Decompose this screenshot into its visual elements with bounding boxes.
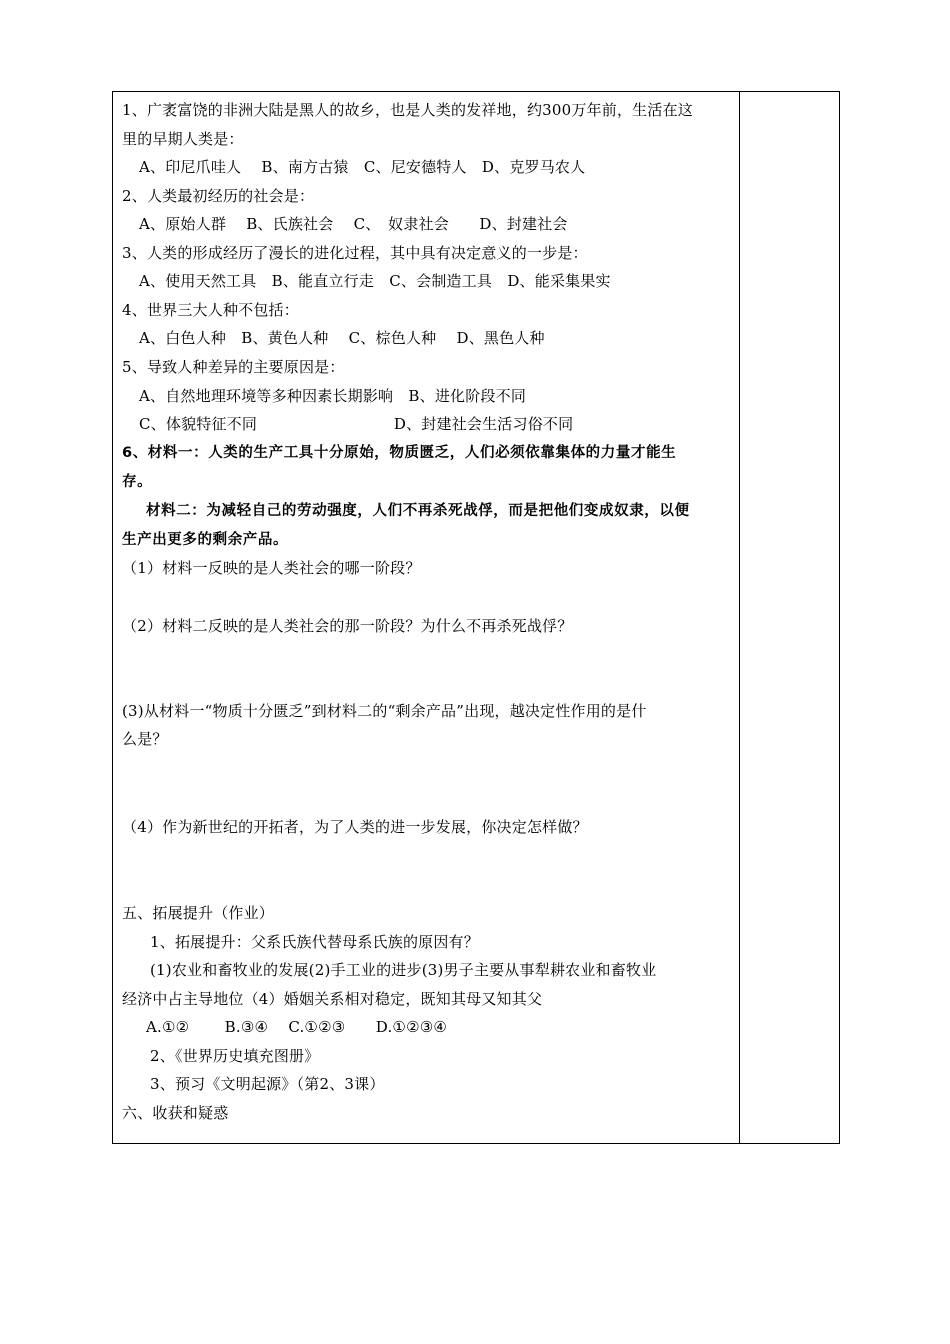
section-six-heading: 六、收获和疑惑 <box>122 1104 229 1122</box>
sub-question-2: （2）材料二反映的是人类社会的那一阶段？为什么不再杀死战俘？ <box>122 617 573 635</box>
question-5: 5、导致人种差异的主要原因是： <box>122 358 345 376</box>
notes-column-divider <box>739 92 740 1143</box>
sub-question-1: （1）材料一反映的是人类社会的哪一阶段？ <box>122 559 421 577</box>
extension-question-1-options: A.①② B.③④ C.①②③ D.①②③④ <box>146 1018 448 1036</box>
question-4-options: A、白色人种 B、黄色人种 C、棕色人种 D、黑色人种 <box>139 329 545 347</box>
sub-question-4: （4）作为新世纪的开拓者，为了人类的进一步发展，你决定怎样做？ <box>122 818 588 836</box>
question-3-options: A、使用天然工具 B、能直立行走 C、会制造工具 D、能采集果实 <box>139 272 611 290</box>
question-3: 3、人类的形成经历了漫长的进化过程，其中具有决定意义的一步是： <box>122 244 588 262</box>
extension-question-1-line-2: (1)农业和畜牧业的发展(2)手工业的进步(3)男子主要从事犁耕农业和畜牧业 <box>150 961 657 979</box>
question-1-line-1: 1、广袤富饶的非洲大陆是黑人的故乡，也是人类的发祥地，约300万年前，生活在这 <box>122 101 693 119</box>
question-1-line-2: 里的早期人类是： <box>122 130 244 148</box>
sub-question-3-line-2: 么是？ <box>122 730 168 748</box>
question-1-options: A、印尼爪哇人 B、南方古猿 C、尼安德特人 D、克罗马农人 <box>139 158 586 176</box>
material-2-line-2: 生产出更多的剩余产品。 <box>122 532 289 548</box>
question-4: 4、世界三大人种不包括： <box>122 301 299 319</box>
extension-question-1: 1、拓展提升：父系氏族代替母系氏族的原因有？ <box>150 933 479 951</box>
question-5-options-ab: A、自然地理环境等多种因素长期影响 B、进化阶段不同 <box>139 387 527 405</box>
content-cell <box>113 92 739 1143</box>
sub-question-3-line-1: (3)从材料一“物质十分匮乏”到材料二的“剩余产品”出现，越决定性作用的是什 <box>122 702 647 720</box>
question-5-options-cd: C、体貌特征不同 D、封建社会生活习俗不同 <box>139 415 574 433</box>
section-five-heading: 五、拓展提升（作业） <box>122 904 275 922</box>
extension-question-1-line-3: 经济中占主导地位（4）婚姻关系相对稳定，既知其母又知其父 <box>122 990 543 1008</box>
material-2-line-1: 材料二：为减轻自己的劳动强度，人们不再杀死战俘，而是把他们变成奴隶，以便 <box>146 503 690 519</box>
extension-item-3: 3、预习《文明起源》（第2、3课） <box>150 1075 385 1093</box>
extension-item-2: 2、《世界历史填充图册》 <box>150 1047 320 1065</box>
worksheet-table <box>112 91 840 1144</box>
question-2-options: A、原始人群 B、氏族社会 C、 奴隶社会 D、封建社会 <box>139 215 568 233</box>
material-1-line-1: 6、材料一：人类的生产工具十分原始，物质匮乏，人们必须依靠集体的力量才能生 <box>122 445 677 461</box>
question-2: 2、人类最初经历的社会是： <box>122 187 315 205</box>
material-1-line-2: 存。 <box>122 474 153 490</box>
